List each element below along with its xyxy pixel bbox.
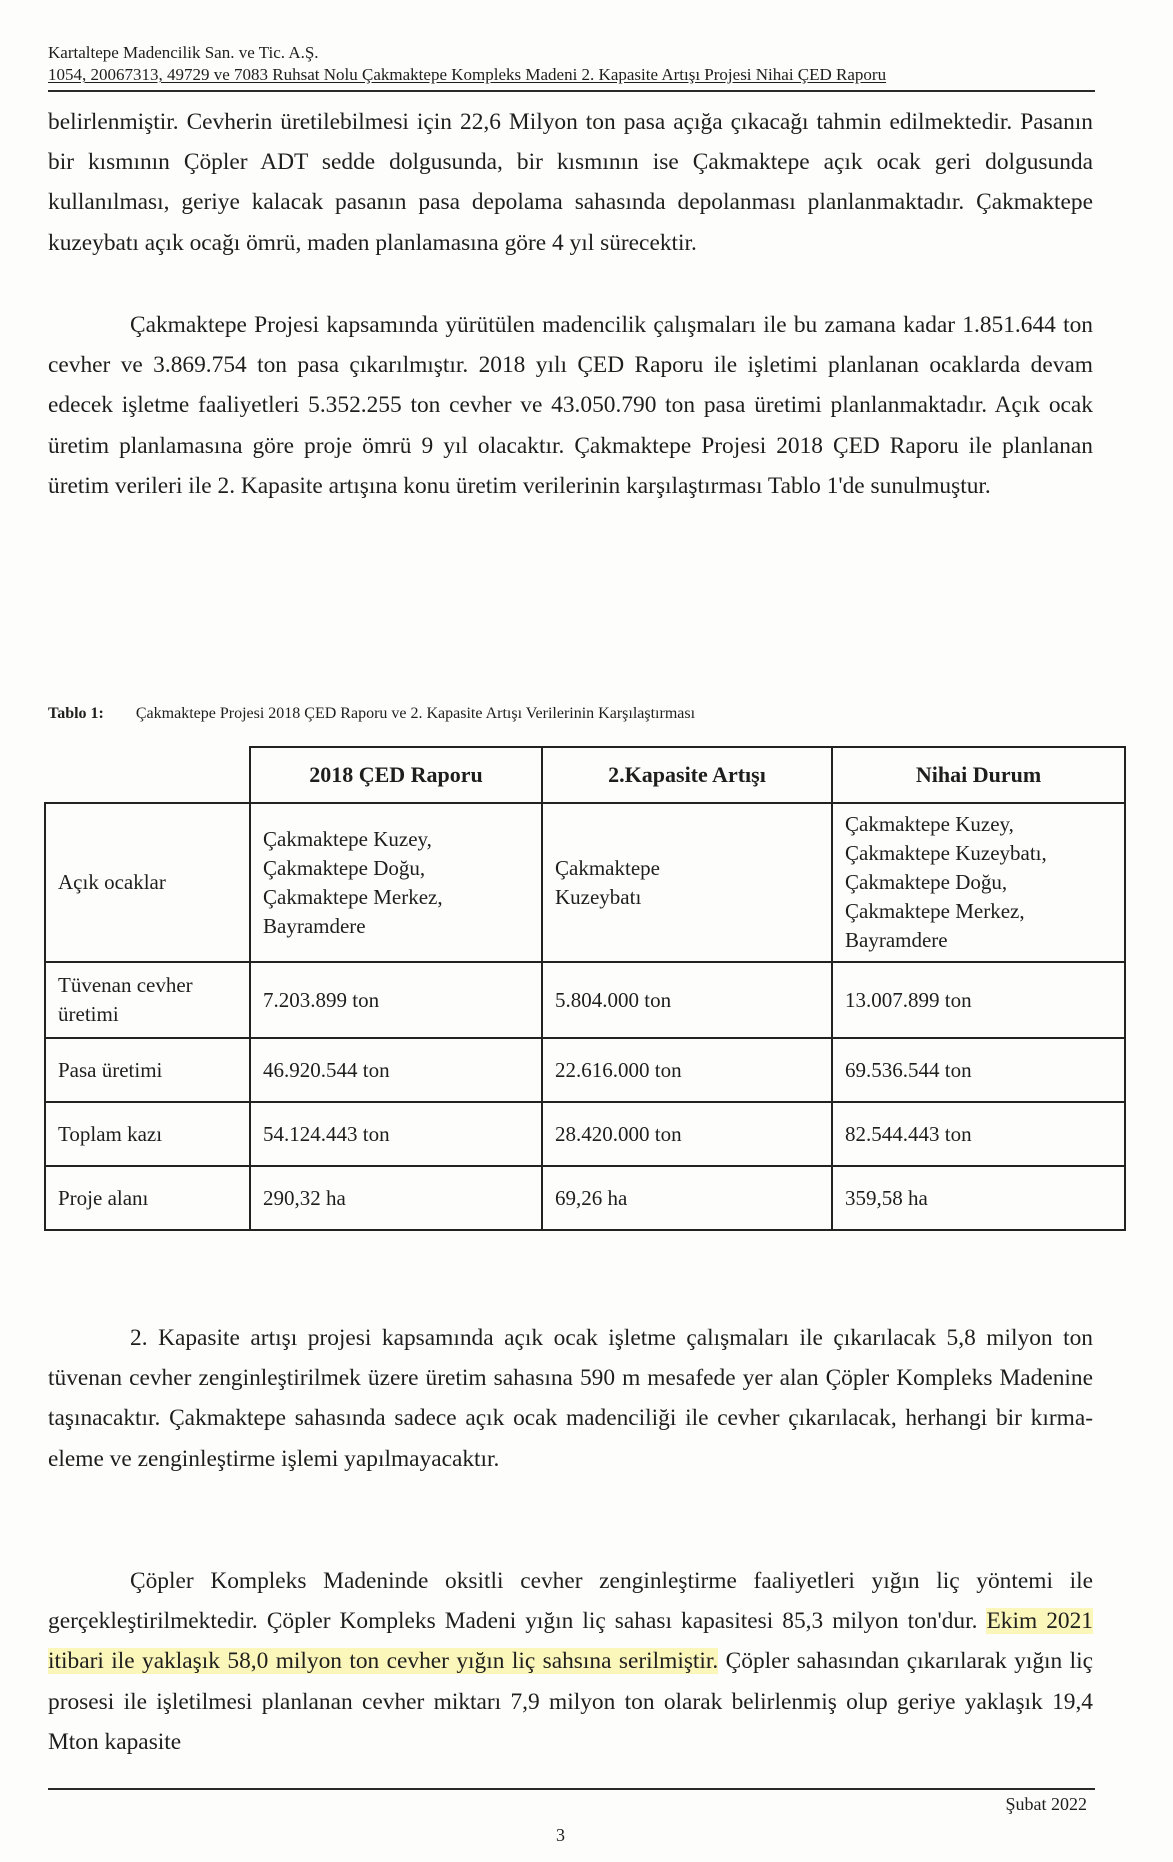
- row-label: Tüvenan cevher üretimi: [45, 962, 250, 1038]
- table-cell: 5.804.000 ton: [542, 962, 832, 1038]
- table-cell: 54.124.443 ton: [250, 1102, 542, 1166]
- paragraph-2: Çakmaktepe Projesi kapsamında yürütülen madencilik çalışmaları ile bu zamana kadar 1.851.644 ton cevher ve 3.869.754 ton pasa çıkarılmıştır. 2018 yılı ÇED Raporu ile işletimi planlanan ocaklarda devam edecek işletme faaliyetleri 5.352.255 ton cevher ve 43.050.790 ton pasa üretimi planlanmaktadır. Açık ocak üretim planlamasına göre proje ömrü 9 yıl olacaktır. Çakmaktepe Projesi 2018 ÇED Raporu ile planlanan üretim verileri ile 2. Kapasite artışına konu üretim verilerinin karşılaştırması Tablo 1'de sunulmuştur.: [48, 312, 1093, 499]
- table-cell: 82.544.443 ton: [832, 1102, 1125, 1166]
- header-rule: [48, 90, 1095, 92]
- paragraph-4: [48, 1561, 1093, 1762]
- cell-line: Çakmaktepe Doğu,: [845, 870, 1008, 894]
- table-caption: [48, 705, 695, 723]
- row-label: Pasa üretimi: [45, 1038, 250, 1102]
- table-header-row: [45, 747, 1125, 803]
- header-capacity-increase: 2.Kapasite Artışı: [542, 747, 832, 803]
- footer-date: Şubat 2022: [1005, 1794, 1087, 1814]
- paragraph-3: 2. Kapasite artışı projesi kapsamında açık ocak işletme çalışmaları ile çıkarılacak 5,8 milyon ton tüvenan cevher zenginleştirilmek üzere üretim sahasına 590 m mesafede yer alan Çöpler Kompleks Madenine taşınacaktır. Çakmaktepe sahasında sadece açık ocak madenciliği ile cevher çıkarılacak, herhangi bir kırma-eleme ve zenginleştirme işlemi yapılmayacaktır.: [48, 1325, 1093, 1472]
- table-row: [45, 803, 1125, 962]
- row-label: Toplam kazı: [45, 1102, 250, 1166]
- highlighted-sentence: Ekim 2021 itibari ile yaklaşık 58,0 milyon ton cevher yığın liç sahsına serilmiştir.: [48, 1608, 1093, 1675]
- cell-line: Bayramdere: [845, 928, 948, 952]
- row-label: Açık ocaklar: [45, 803, 250, 962]
- table-row: [45, 1102, 1125, 1166]
- header-2018-ced: 2018 ÇED Raporu: [250, 747, 542, 803]
- page-header: [48, 42, 1093, 86]
- table-row: [45, 1038, 1125, 1102]
- table-cell: 46.920.544 ton: [250, 1038, 542, 1102]
- footer-rule: [48, 1788, 1095, 1790]
- table-cell: 13.007.899 ton: [832, 962, 1125, 1038]
- table-row: [45, 1166, 1125, 1230]
- cell-open-pits-2018: [250, 803, 542, 962]
- cell-line: Çakmaktepe: [555, 855, 660, 880]
- cell-line: Çakmaktepe Merkez,: [263, 884, 443, 909]
- comparison-table: [44, 746, 1126, 1231]
- report-title: 1054, 20067313, 49729 ve 7083 Ruhsat Nolu Çakmaktepe Kompleks Madeni 2. Kapasite Artışı Projesi Nihai ÇED Raporu: [48, 65, 887, 84]
- row-label: Proje alanı: [45, 1166, 250, 1230]
- table-cell: 69.536.544 ton: [832, 1038, 1125, 1102]
- table-cell: 290,32 ha: [250, 1166, 542, 1230]
- header-final-state: Nihai Durum: [832, 747, 1125, 803]
- table-cell: 359,58 ha: [832, 1166, 1125, 1230]
- table-cell: 28.420.000 ton: [542, 1102, 832, 1166]
- table-row: [45, 962, 1125, 1038]
- table-corner-blank: [45, 747, 250, 803]
- table-cell: 7.203.899 ton: [250, 962, 542, 1038]
- paragraph-4-text: Çöpler Kompleks Madeninde oksitli cevher zenginleştirme faaliyetleri yığın liç yöntemi ile gerçekleştirilmektedir. Çöpler Kompleks Madeni yığın liç sahası kapasitesi 85,3 milyon ton'dur.: [48, 1568, 1093, 1635]
- cell-line: Çakmaktepe Kuzey,: [845, 812, 1014, 836]
- cell-open-pits-capacity: [542, 803, 832, 962]
- paragraph-1: belirlenmiştir. Cevherin üretilebilmesi için 22,6 Milyon ton pasa açığa çıkacağı tahmin edilmektedir. Pasanın bir kısmının Çöpler ADT sedde dolgusunda, bir kısmının ise Çakmaktepe açık ocak geri dolgusunda kullanılması, geriye kalacak pasanın pasa depolama sahasında depolanması planlanmaktadır. Çakmaktepe kuzeybatı açık ocağı ömrü, maden planlamasına göre 4 yıl sürecektir.: [48, 109, 1093, 256]
- table-caption-text: Çakmaktepe Projesi 2018 ÇED Raporu ve 2. Kapasite Artışı Verilerinin Karşılaştırması: [135, 705, 696, 722]
- cell-line: Çakmaktepe Kuzeybatı,: [845, 841, 1047, 865]
- cell-line: Çakmaktepe Kuzey,: [263, 826, 432, 851]
- table-cell: 69,26 ha: [542, 1166, 832, 1230]
- cell-line: Bayramdere: [263, 913, 366, 938]
- cell-line: Çakmaktepe Merkez,: [845, 899, 1025, 923]
- table-cell: 22.616.000 ton: [542, 1038, 832, 1102]
- page-number: 3: [556, 1825, 565, 1845]
- cell-line: Çakmaktepe Doğu,: [263, 855, 426, 880]
- table-caption-number: Tablo 1:: [48, 705, 104, 722]
- company-name: Kartaltepe Madencilik San. ve Tic. A.Ş.: [48, 43, 319, 62]
- paragraph-4-continuation: Çöpler sahasından çıkarılarak yığın liç prosesi ile işletilmesi planlanan cevher miktarı 7,9 milyon ton olarak belirlenmiş olup geriye yaklaşık 19,4 Mton kapasite: [48, 1648, 1093, 1755]
- cell-line: Kuzeybatı: [555, 884, 642, 909]
- cell-open-pits-final: [832, 803, 1125, 962]
